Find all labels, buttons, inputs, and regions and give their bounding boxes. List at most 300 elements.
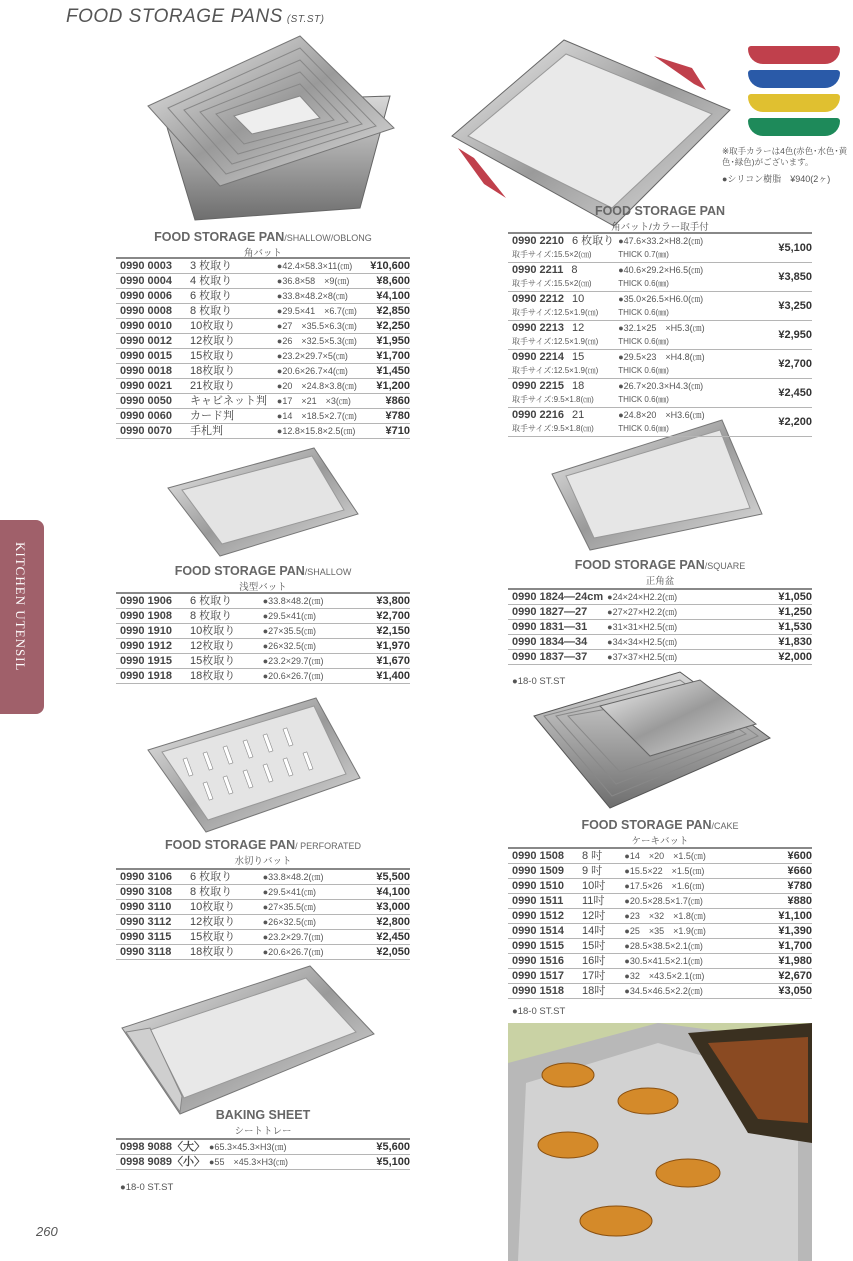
table-row bbox=[508, 233, 812, 263]
product-code-cell bbox=[508, 233, 614, 263]
table-row bbox=[116, 289, 410, 304]
dimensions: ●26×32.5(㎝) bbox=[262, 917, 316, 927]
table-row bbox=[116, 915, 410, 930]
table-row bbox=[508, 650, 812, 665]
price: ¥5,600 bbox=[376, 1141, 410, 1153]
price: ¥10,600 bbox=[370, 260, 410, 272]
product-code: 0990 0060 bbox=[120, 410, 172, 422]
table-row bbox=[116, 379, 410, 394]
product-code: 0990 1512 bbox=[512, 910, 564, 922]
dimensions: ●31×31×H2.5(㎝) bbox=[607, 622, 678, 632]
dimensions: ●29.5×41 ×6.7(㎝) bbox=[276, 306, 357, 316]
dimensions: ●17.5×26 ×1.6(㎝) bbox=[624, 881, 705, 891]
baking-sheet-image bbox=[120, 966, 376, 1116]
handle-swatch-green bbox=[748, 118, 840, 136]
dimensions: ●12.8×15.8×2.5(㎝) bbox=[276, 426, 356, 436]
capacity-label: 6 枚取り bbox=[572, 235, 615, 247]
table-row bbox=[116, 869, 410, 885]
baking-subtitle: シートトレー bbox=[234, 1126, 292, 1137]
price: ¥1,050 bbox=[778, 591, 812, 603]
dimensions: ●17 ×21 ×3(㎝) bbox=[276, 396, 351, 406]
dimensions: ●65.3×45.3×H3(㎝) bbox=[209, 1142, 287, 1152]
capacity-label: 8 枚取り bbox=[190, 886, 233, 898]
table-row bbox=[508, 408, 812, 437]
dimensions-cell bbox=[614, 350, 754, 379]
thickness: THICK 0.7(㎜) bbox=[618, 250, 669, 259]
product-code: 0990 1511 bbox=[512, 895, 564, 907]
product-code-cell bbox=[508, 292, 614, 321]
price: ¥1,700 bbox=[778, 940, 812, 952]
price: ¥1,670 bbox=[376, 655, 410, 667]
dimensions: ●20 ×24.8×3.8(㎝) bbox=[276, 381, 357, 391]
product-code-cell bbox=[508, 263, 614, 292]
dimensions: ●29.5×23 ×H4.8(㎝) bbox=[618, 352, 705, 362]
price: ¥2,670 bbox=[778, 970, 812, 982]
capacity-label: 8 bbox=[571, 264, 578, 276]
table-row bbox=[116, 304, 410, 319]
size-label: 16吋 bbox=[582, 955, 606, 967]
product-code: 0990 1516 bbox=[512, 955, 564, 967]
dimensions: ●40.6×29.2×H6.5(㎝) bbox=[618, 265, 704, 275]
capacity-label: 12枚取り bbox=[190, 916, 236, 928]
price: ¥1,970 bbox=[376, 640, 410, 652]
product-code: 0990 1827—27 bbox=[512, 606, 588, 618]
perforated-section-heading: FOOD STORAGE PAN/ PERFORATED 水切りバット bbox=[116, 838, 410, 867]
capacity-label: 8 枚取り bbox=[190, 610, 233, 622]
product-code: 0990 1509 bbox=[512, 865, 564, 877]
dimensions: ●30.5×41.5×2.1(㎝) bbox=[624, 956, 703, 966]
product-code: 0990 2212 bbox=[512, 293, 564, 305]
shallow-subtitle: 浅型バット bbox=[239, 582, 287, 593]
table-row bbox=[508, 589, 812, 605]
product-code: 0998 9089〈小〉 bbox=[120, 1156, 205, 1168]
dimensions: ●24×24×H2.2(㎝) bbox=[607, 592, 678, 602]
table-row bbox=[508, 635, 812, 650]
cake-table bbox=[508, 847, 812, 999]
dimensions: ●26×32.5(㎝) bbox=[262, 641, 316, 651]
handle-title: FOOD STORAGE PAN bbox=[594, 204, 726, 218]
price: ¥5,100 bbox=[778, 242, 812, 254]
table-row bbox=[116, 639, 410, 654]
oblong-title: FOOD STORAGE PAN bbox=[154, 230, 285, 244]
product-code: 0990 1510 bbox=[512, 880, 564, 892]
price: ¥2,950 bbox=[778, 329, 812, 341]
shallow-section-heading: FOOD STORAGE PAN/SHALLOW 浅型バット bbox=[116, 564, 410, 593]
price: ¥710 bbox=[385, 425, 410, 437]
dimensions: ●24.8×20 ×H3.6(㎝) bbox=[618, 410, 705, 420]
capacity-label: 15 bbox=[572, 351, 585, 363]
table-row bbox=[508, 848, 812, 864]
price: ¥600 bbox=[787, 850, 812, 862]
product-code-cell bbox=[508, 379, 614, 408]
nested-pans-image bbox=[140, 36, 396, 222]
product-code: 0990 1906 bbox=[120, 595, 172, 607]
product-code: 0990 2211 bbox=[512, 264, 564, 276]
handle-pan-image bbox=[444, 40, 734, 230]
price: ¥1,450 bbox=[376, 365, 410, 377]
product-code: 0990 0021 bbox=[120, 380, 172, 392]
croissant-photo bbox=[508, 1023, 812, 1261]
square-section-heading: FOOD STORAGE PAN/SQUARE 正角盆 bbox=[508, 558, 812, 587]
table-row bbox=[116, 364, 410, 379]
handle-size: 取手サイズ:12.5×1.9(㎝) bbox=[512, 308, 599, 317]
product-code: 0990 1910 bbox=[120, 625, 172, 637]
product-code: 0990 3115 bbox=[120, 931, 172, 943]
table-row bbox=[508, 969, 812, 984]
product-code: 0990 1508 bbox=[512, 850, 564, 862]
handle-size: 取手サイズ:9.5×1.8(㎝) bbox=[512, 395, 594, 404]
product-code: 0990 2210 bbox=[512, 235, 564, 247]
dimensions: ●33.8×48.2(㎝) bbox=[262, 872, 324, 882]
capacity-label: 15枚取り bbox=[190, 350, 236, 362]
capacity-label: 3 枚取り bbox=[190, 260, 233, 272]
dimensions: ●28.5×38.5×2.1(㎝) bbox=[624, 941, 703, 951]
perforated-table bbox=[116, 868, 410, 960]
dimensions: ●55 ×45.3×H3(㎝) bbox=[209, 1157, 288, 1167]
shallow-pan-image bbox=[164, 448, 360, 558]
product-code: 0990 3110 bbox=[120, 901, 172, 913]
product-code: 0990 3108 bbox=[120, 886, 172, 898]
capacity-label: 18枚取り bbox=[190, 670, 236, 682]
handle-swatch-blue bbox=[748, 70, 840, 88]
product-code: 0990 1518 bbox=[512, 985, 564, 997]
dimensions-cell bbox=[614, 292, 754, 321]
price: ¥3,250 bbox=[778, 300, 812, 312]
page-number: 260 bbox=[36, 1224, 58, 1239]
capacity-label: 18枚取り bbox=[190, 946, 236, 958]
dimensions: ●27×35.5(㎝) bbox=[262, 626, 316, 636]
table-row bbox=[116, 1139, 410, 1155]
dimensions: ●27×35.5(㎝) bbox=[262, 902, 316, 912]
dimensions: ●34×34×H2.5(㎝) bbox=[607, 637, 678, 647]
price: ¥2,000 bbox=[778, 651, 812, 663]
cake-section-heading: FOOD STORAGE PAN/CAKE ケーキバット bbox=[508, 818, 812, 847]
capacity-label: 手札判 bbox=[190, 425, 223, 437]
price: ¥1,700 bbox=[376, 350, 410, 362]
price: ¥1,830 bbox=[778, 636, 812, 648]
table-row bbox=[508, 620, 812, 635]
price: ¥3,050 bbox=[778, 985, 812, 997]
capacity-label: 15枚取り bbox=[190, 655, 236, 667]
price: ¥1,200 bbox=[376, 380, 410, 392]
dimensions: ●14 ×18.5×2.7(㎝) bbox=[276, 411, 357, 421]
product-code: 0990 0006 bbox=[120, 290, 172, 302]
capacity-label: 10枚取り bbox=[190, 625, 236, 637]
square-table bbox=[508, 588, 812, 665]
product-code: 0990 1514 bbox=[512, 925, 564, 937]
handle-colors-note: ※取手カラーは4色(赤色･水色･黄色･緑色)がございます。 bbox=[722, 146, 848, 167]
size-label: 9 吋 bbox=[582, 865, 603, 877]
dimensions: ●36.8×58 ×9(㎝) bbox=[276, 276, 350, 286]
product-code: 0990 0018 bbox=[120, 365, 172, 377]
product-code: 0990 0004 bbox=[120, 275, 172, 287]
handle-table bbox=[508, 232, 812, 437]
price: ¥1,980 bbox=[778, 955, 812, 967]
table-row bbox=[508, 894, 812, 909]
thickness: THICK 0.6(㎜) bbox=[618, 424, 669, 433]
square-material-note: ●18-0 ST.ST bbox=[512, 676, 566, 687]
dimensions-cell bbox=[614, 379, 754, 408]
product-code: 0990 2213 bbox=[512, 322, 564, 334]
handle-swatch-yellow bbox=[748, 94, 840, 112]
product-code: 0990 3118 bbox=[120, 946, 172, 958]
capacity-label: 21枚取り bbox=[190, 380, 236, 392]
product-code-cell bbox=[508, 321, 614, 350]
price: ¥2,450 bbox=[376, 931, 410, 943]
oblong-section-heading: FOOD STORAGE PAN/SHALLOW/OBLONG 角バット bbox=[116, 230, 410, 259]
price: ¥2,200 bbox=[778, 416, 812, 428]
handle-color-swatches bbox=[748, 46, 840, 136]
product-code: 0990 1918 bbox=[120, 670, 172, 682]
table-row bbox=[508, 605, 812, 620]
capacity-label: 8 枚取り bbox=[190, 305, 233, 317]
price: ¥8,600 bbox=[376, 275, 410, 287]
product-code: 0990 0008 bbox=[120, 305, 172, 317]
capacity-label: 10枚取り bbox=[190, 320, 236, 332]
product-code: 0990 0050 bbox=[120, 395, 172, 407]
capacity-label: 10 bbox=[572, 293, 585, 305]
handle-subtitle: 角バット/カラー取手付 bbox=[611, 222, 709, 233]
product-code: 0990 3106 bbox=[120, 871, 172, 883]
dimensions: ●32.1×25 ×H5.3(㎝) bbox=[618, 323, 705, 333]
product-code: 0998 9088〈大〉 bbox=[120, 1141, 205, 1153]
product-code: 0990 1908 bbox=[120, 610, 172, 622]
table-row bbox=[508, 939, 812, 954]
capacity-label: 6 枚取り bbox=[190, 595, 233, 607]
table-row bbox=[116, 319, 410, 334]
size-label: 14吋 bbox=[582, 925, 606, 937]
product-code: 0990 3112 bbox=[120, 916, 172, 928]
price: ¥2,450 bbox=[778, 387, 812, 399]
dimensions: ●29.5×41(㎝) bbox=[262, 611, 316, 621]
price: ¥4,100 bbox=[376, 290, 410, 302]
table-row bbox=[508, 321, 812, 350]
table-row bbox=[116, 409, 410, 424]
table-row bbox=[508, 984, 812, 999]
price: ¥1,530 bbox=[778, 621, 812, 633]
handle-size: 取手サイズ:15.5×2(㎝) bbox=[512, 250, 592, 259]
size-label: 17吋 bbox=[582, 970, 606, 982]
dimensions: ●15.5×22 ×1.5(㎝) bbox=[624, 866, 705, 876]
dimensions: ●26.7×20.3×H4.3(㎝) bbox=[618, 381, 704, 391]
size-label: 10吋 bbox=[582, 880, 606, 892]
thickness: THICK 0.6(㎜) bbox=[618, 337, 669, 346]
dimensions: ●35.0×26.5×H6.0(㎝) bbox=[618, 294, 704, 304]
handle-size: 取手サイズ:15.5×2(㎝) bbox=[512, 279, 592, 288]
dimensions: ●20.6×26.7×4(㎝) bbox=[276, 366, 348, 376]
capacity-label: 18 bbox=[572, 380, 585, 392]
table-row bbox=[116, 349, 410, 364]
table-row bbox=[508, 379, 812, 408]
dimensions-cell bbox=[614, 408, 754, 437]
thickness: THICK 0.6(㎜) bbox=[618, 366, 669, 375]
cake-pans-image bbox=[530, 672, 774, 810]
table-row bbox=[116, 885, 410, 900]
price: ¥2,150 bbox=[376, 625, 410, 637]
dimensions: ●23 ×32 ×1.8(㎝) bbox=[624, 911, 706, 921]
cake-material-note: ●18-0 ST.ST bbox=[512, 1006, 566, 1017]
dimensions: ●42.4×58.3×11(㎝) bbox=[276, 261, 353, 271]
baking-material-note: ●18-0 ST.ST bbox=[120, 1182, 174, 1193]
size-label: 12吋 bbox=[582, 910, 606, 922]
silicone-note: ●シリコン樹脂 ¥940(2ヶ) bbox=[722, 174, 831, 184]
product-code: 0990 2214 bbox=[512, 351, 564, 363]
table-row bbox=[508, 909, 812, 924]
product-code: 0990 0015 bbox=[120, 350, 172, 362]
handle-size: 取手サイズ:9.5×1.8(㎝) bbox=[512, 424, 594, 433]
price: ¥4,100 bbox=[376, 886, 410, 898]
dimensions: ●33.8×48.2(㎝) bbox=[262, 596, 324, 606]
dimensions: ●47.6×33.2×H8.2(㎝) bbox=[618, 236, 704, 246]
dimensions: ●23.2×29.7(㎝) bbox=[262, 656, 324, 666]
dimensions: ●20.6×26.7(㎝) bbox=[262, 671, 324, 681]
price: ¥1,390 bbox=[778, 925, 812, 937]
table-row bbox=[508, 350, 812, 379]
dimensions: ●20.5×28.5×1.7(㎝) bbox=[624, 896, 703, 906]
table-row bbox=[116, 669, 410, 684]
oblong-table bbox=[116, 257, 410, 439]
price: ¥2,700 bbox=[376, 610, 410, 622]
baking-title: BAKING SHEET bbox=[215, 1108, 311, 1122]
dimensions-cell bbox=[614, 321, 754, 350]
handle-swatch-red bbox=[748, 46, 840, 64]
handle-size: 取手サイズ:12.5×1.9(㎝) bbox=[512, 366, 599, 375]
table-row bbox=[508, 864, 812, 879]
price: ¥2,250 bbox=[376, 320, 410, 332]
side-tab: KITCHEN UTENSIL bbox=[0, 520, 44, 714]
square-pan-image bbox=[550, 420, 764, 550]
table-row bbox=[116, 930, 410, 945]
table-row bbox=[116, 593, 410, 609]
price: ¥780 bbox=[385, 410, 410, 422]
dimensions: ●33.8×48.2×8(㎝) bbox=[276, 291, 348, 301]
table-row bbox=[116, 654, 410, 669]
product-code: 0990 1824—24cm bbox=[512, 591, 604, 603]
capacity-label: 12枚取り bbox=[190, 335, 236, 347]
price: ¥660 bbox=[787, 865, 812, 877]
handle-size: 取手サイズ:12.5×1.9(㎝) bbox=[512, 337, 599, 346]
price: ¥2,050 bbox=[376, 946, 410, 958]
thickness: THICK 0.6(㎜) bbox=[618, 308, 669, 317]
table-row bbox=[116, 258, 410, 274]
dimensions: ●34.5×46.5×2.2(㎝) bbox=[624, 986, 703, 996]
table-row bbox=[116, 945, 410, 960]
dimensions: ●37×37×H2.5(㎝) bbox=[607, 652, 678, 662]
product-code: 0990 1831—31 bbox=[512, 621, 588, 633]
capacity-label: カード判 bbox=[190, 410, 234, 422]
price: ¥2,800 bbox=[376, 916, 410, 928]
price: ¥1,250 bbox=[778, 606, 812, 618]
price: ¥860 bbox=[385, 395, 410, 407]
oblong-subtitle: 角バット bbox=[243, 248, 282, 259]
price: ¥1,400 bbox=[376, 670, 410, 682]
price: ¥5,100 bbox=[376, 1156, 410, 1168]
capacity-label: 4 枚取り bbox=[190, 275, 233, 287]
price: ¥2,850 bbox=[376, 305, 410, 317]
table-row bbox=[508, 879, 812, 894]
product-code: 0990 1837—37 bbox=[512, 651, 588, 663]
cake-subtitle: ケーキバット bbox=[631, 836, 689, 847]
capacity-label: キャビネット判 bbox=[190, 395, 267, 407]
price: ¥880 bbox=[787, 895, 812, 907]
price: ¥780 bbox=[787, 880, 812, 892]
product-code-cell bbox=[508, 350, 614, 379]
dimensions-cell bbox=[614, 263, 754, 292]
dimensions: ●23.2×29.7(㎝) bbox=[262, 932, 324, 942]
dimensions-cell bbox=[614, 233, 754, 263]
product-code: 0990 1915 bbox=[120, 655, 172, 667]
table-row bbox=[116, 900, 410, 915]
baking-section-heading bbox=[116, 1108, 410, 1137]
product-code: 0990 2216 bbox=[512, 409, 564, 421]
perforated-subtitle: 水切りバット bbox=[234, 856, 292, 867]
shallow-table bbox=[116, 592, 410, 684]
product-code: 0990 0003 bbox=[120, 260, 172, 272]
table-row bbox=[116, 1155, 410, 1170]
price: ¥3,800 bbox=[376, 595, 410, 607]
table-row bbox=[508, 924, 812, 939]
product-code: 0990 1515 bbox=[512, 940, 564, 952]
dimensions: ●29.5×41(㎝) bbox=[262, 887, 316, 897]
capacity-label: 21 bbox=[572, 409, 585, 421]
table-row bbox=[116, 394, 410, 409]
table-row bbox=[116, 274, 410, 289]
dimensions: ●27 ×35.5×6.3(㎝) bbox=[276, 321, 357, 331]
price: ¥1,950 bbox=[376, 335, 410, 347]
thickness: THICK 0.6(㎜) bbox=[618, 395, 669, 404]
product-code: 0990 1834—34 bbox=[512, 636, 588, 648]
dimensions: ●23.2×29.7×5(㎝) bbox=[276, 351, 348, 361]
price: ¥3,000 bbox=[376, 901, 410, 913]
table-row bbox=[508, 263, 812, 292]
baking-table bbox=[116, 1138, 410, 1170]
capacity-label: 12枚取り bbox=[190, 640, 236, 652]
product-code-cell bbox=[508, 408, 614, 437]
dimensions: ●27×27×H2.2(㎝) bbox=[607, 607, 678, 617]
product-code: 0990 0012 bbox=[120, 335, 172, 347]
product-code: 0990 0070 bbox=[120, 425, 172, 437]
dimensions: ●26 ×32.5×5.3(㎝) bbox=[276, 336, 357, 346]
capacity-label: 6 枚取り bbox=[190, 290, 233, 302]
table-row bbox=[508, 954, 812, 969]
dimensions: ●25 ×35 ×1.9(㎝) bbox=[624, 926, 706, 936]
size-label: 8 吋 bbox=[582, 850, 603, 862]
dimensions: ●14 ×20 ×1.5(㎝) bbox=[624, 851, 706, 861]
product-code: 0990 2215 bbox=[512, 380, 564, 392]
size-label: 11吋 bbox=[582, 895, 605, 907]
size-label: 18吋 bbox=[582, 985, 606, 997]
page-title: FOOD STORAGE PANS (ST.ST) bbox=[66, 6, 325, 27]
price: ¥5,500 bbox=[376, 871, 410, 883]
capacity-label: 6 枚取り bbox=[190, 871, 233, 883]
table-row bbox=[116, 424, 410, 439]
capacity-label: 18枚取り bbox=[190, 365, 236, 377]
table-row bbox=[116, 609, 410, 624]
square-subtitle: 正角盆 bbox=[645, 576, 675, 587]
thickness: THICK 0.6(㎜) bbox=[618, 279, 669, 288]
product-code: 0990 0010 bbox=[120, 320, 172, 332]
capacity-label: 10枚取り bbox=[190, 901, 236, 913]
price: ¥1,100 bbox=[778, 910, 812, 922]
perforated-pan-image bbox=[146, 698, 362, 832]
table-row bbox=[508, 292, 812, 321]
dimensions: ●32 ×43.5×2.1(㎝) bbox=[624, 971, 705, 981]
product-code: 0990 1912 bbox=[120, 640, 172, 652]
capacity-label: 15枚取り bbox=[190, 931, 236, 943]
table-row bbox=[116, 334, 410, 349]
capacity-label: 12 bbox=[572, 322, 585, 334]
table-row bbox=[116, 624, 410, 639]
